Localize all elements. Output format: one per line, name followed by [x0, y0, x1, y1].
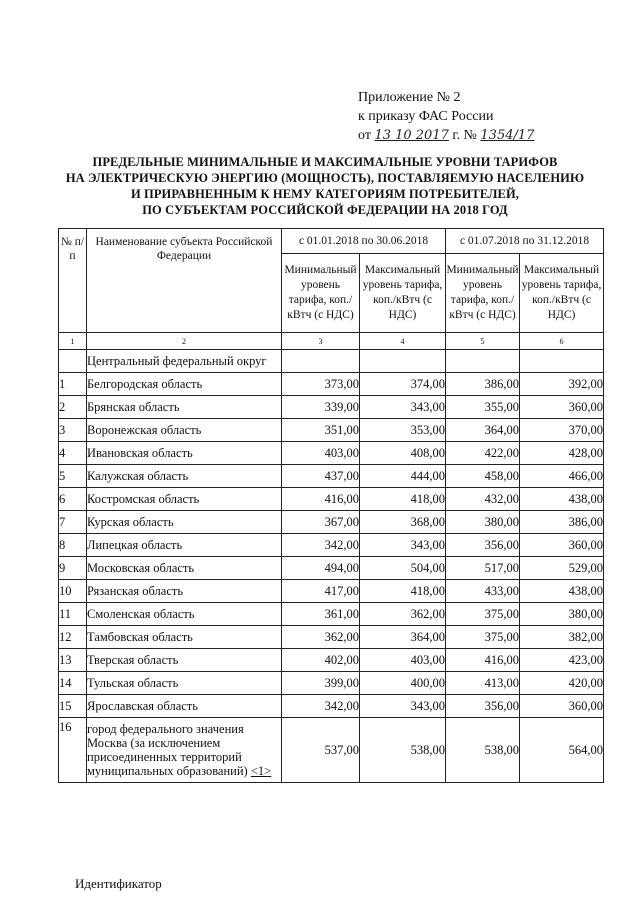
row-region: Курская область	[87, 511, 282, 534]
row-value: 403,00	[282, 442, 360, 465]
row-value: 423,00	[520, 649, 604, 672]
row-value: 342,00	[282, 534, 360, 557]
row-region: Воронежская область	[87, 419, 282, 442]
annex-date-handwritten: 13 10 2017	[374, 128, 449, 143]
row-value: 403,00	[360, 649, 446, 672]
row-value: 375,00	[446, 626, 520, 649]
row-num: 4	[59, 442, 87, 465]
row-value: 433,00	[446, 580, 520, 603]
table-row	[59, 396, 604, 419]
table-row	[59, 580, 604, 603]
annex-number-handwritten: 1354/17	[480, 128, 535, 143]
row-value: 355,00	[446, 396, 520, 419]
row-value: 438,00	[520, 580, 604, 603]
row-value: 392,00	[520, 373, 604, 396]
row-value: 399,00	[282, 672, 360, 695]
row-value: 438,00	[520, 488, 604, 511]
row-num: 14	[59, 672, 87, 695]
row-value: 400,00	[360, 672, 446, 695]
row-value: 538,00	[446, 718, 520, 783]
row-value: 402,00	[282, 649, 360, 672]
row-value: 537,00	[282, 718, 360, 783]
row-value: 420,00	[520, 672, 604, 695]
annex-from-label: от	[358, 128, 371, 143]
title-line-1: ПРЕДЕЛЬНЫЕ МИНИМАЛЬНЫЕ И МАКСИМАЛЬНЫЕ УРОВНИ ТАРИФОВ	[92, 155, 558, 169]
row-num: 13	[59, 649, 87, 672]
row-value: 373,00	[282, 373, 360, 396]
row-value: 458,00	[446, 465, 520, 488]
row-value: 494,00	[282, 557, 360, 580]
row-region: Рязанская область	[87, 580, 282, 603]
row-region: Тамбовская область	[87, 626, 282, 649]
title-line-4: ПО СУБЪЕКТАМ РОССИЙСКОЙ ФЕДЕРАЦИИ НА 2018 ГОД	[142, 203, 508, 217]
footnote-link[interactable]: <1>	[250, 764, 272, 778]
row-value: 418,00	[360, 580, 446, 603]
table-row-moscow	[59, 718, 604, 783]
row-value: 380,00	[446, 511, 520, 534]
annex-order-ref: к приказу ФАС России	[358, 109, 494, 124]
table-row	[59, 511, 604, 534]
header-min-1: Минимальный уровень тарифа, коп./кВтч (с НДС)	[282, 254, 360, 333]
colnum-2: 2	[87, 333, 282, 350]
row-value: 343,00	[360, 396, 446, 419]
row-value: 361,00	[282, 603, 360, 626]
row-value: 353,00	[360, 419, 446, 442]
row-value: 368,00	[360, 511, 446, 534]
row-value: 538,00	[360, 718, 446, 783]
table-body	[59, 373, 604, 718]
table-row	[59, 373, 604, 396]
row-num: 2	[59, 396, 87, 419]
moscow-region-name: город федерального значения Москва (за исключением присоединенных территорий муниципальных образований)	[87, 722, 248, 778]
table-row	[59, 626, 604, 649]
row-num: 12	[59, 626, 87, 649]
row-num: 1	[59, 373, 87, 396]
row-num: 6	[59, 488, 87, 511]
identifier-label: Идентификатор	[75, 876, 162, 891]
row-value: 362,00	[360, 603, 446, 626]
row-value: 360,00	[520, 396, 604, 419]
row-value: 517,00	[446, 557, 520, 580]
annex-date-line	[358, 126, 608, 145]
row-value: 364,00	[446, 419, 520, 442]
table-row	[59, 419, 604, 442]
section-row	[59, 350, 604, 373]
row-num: 8	[59, 534, 87, 557]
row-value: 504,00	[360, 557, 446, 580]
table-row	[59, 672, 604, 695]
row-value: 416,00	[282, 488, 360, 511]
row-region: Липецкая область	[87, 534, 282, 557]
row-value: 529,00	[520, 557, 604, 580]
row-value: 422,00	[446, 442, 520, 465]
row-region: Калужская область	[87, 465, 282, 488]
row-value: 339,00	[282, 396, 360, 419]
row-value: 343,00	[360, 695, 446, 718]
row-value: 367,00	[282, 511, 360, 534]
row-value: 375,00	[446, 603, 520, 626]
table-row	[59, 442, 604, 465]
row-value: 343,00	[360, 534, 446, 557]
row-value: 374,00	[360, 373, 446, 396]
row-value: 466,00	[520, 465, 604, 488]
row-value: 351,00	[282, 419, 360, 442]
table-row	[59, 603, 604, 626]
row-region: Смоленская область	[87, 603, 282, 626]
table-row	[59, 695, 604, 718]
table-row	[59, 557, 604, 580]
row-value: 360,00	[520, 695, 604, 718]
table-row	[59, 649, 604, 672]
annex-header	[358, 88, 608, 145]
row-num: 15	[59, 695, 87, 718]
header-name: Наименование субъекта Российской Федерации	[87, 229, 282, 333]
section-title: Центральный федеральный округ	[87, 350, 282, 373]
row-num: 9	[59, 557, 87, 580]
row-value: 356,00	[446, 534, 520, 557]
row-value: 416,00	[446, 649, 520, 672]
row-value: 342,00	[282, 695, 360, 718]
colnum-5: 5	[446, 333, 520, 350]
header-max-1: Максимальный уровень тарифа, коп./кВтч (с НДС)	[360, 254, 446, 333]
row-value: 380,00	[520, 603, 604, 626]
tariff-table	[58, 228, 604, 783]
row-num: 5	[59, 465, 87, 488]
row-value: 356,00	[446, 695, 520, 718]
title-line-2: НА ЭЛЕКТРИЧЕСКУЮ ЭНЕРГИЮ (МОЩНОСТЬ), ПОСТАВЛЯЕМУЮ НАСЕЛЕНИЮ	[65, 171, 585, 185]
row-region: Ярославская область	[87, 695, 282, 718]
colnum-6: 6	[520, 333, 604, 350]
annex-number-label: г. №	[452, 128, 477, 143]
colnum-4: 4	[360, 333, 446, 350]
row-region: Брянская область	[87, 396, 282, 419]
row-num: 11	[59, 603, 87, 626]
row-value: 444,00	[360, 465, 446, 488]
column-number-row	[59, 333, 604, 350]
row-num: 10	[59, 580, 87, 603]
header-num: № п/п	[59, 229, 87, 333]
row-value: 417,00	[282, 580, 360, 603]
header-min-2: Минимальный уровень тарифа, коп./кВтч (с НДС)	[446, 254, 520, 333]
colnum-1: 1	[59, 333, 87, 350]
colnum-3: 3	[282, 333, 360, 350]
document-title	[40, 154, 610, 218]
row-region: Тульская область	[87, 672, 282, 695]
row-value: 362,00	[282, 626, 360, 649]
table-row	[59, 465, 604, 488]
row-region: Белгородская область	[87, 373, 282, 396]
row-region: Московская область	[87, 557, 282, 580]
row-value: 418,00	[360, 488, 446, 511]
row-value: 413,00	[446, 672, 520, 695]
row-value: 386,00	[446, 373, 520, 396]
row-value: 432,00	[446, 488, 520, 511]
row-num: 7	[59, 511, 87, 534]
title-line-3: И ПРИРАВНЕННЫМ К НЕМУ КАТЕГОРИЯМ ПОТРЕБИТЕЛЕЙ,	[130, 187, 520, 201]
row-num: 16	[59, 718, 87, 783]
header-max-2: Максимальный уровень тарифа, коп./кВтч (с НДС)	[520, 254, 604, 333]
row-region: Ивановская область	[87, 442, 282, 465]
row-region: Тверская область	[87, 649, 282, 672]
row-region: Костромская область	[87, 488, 282, 511]
row-value: 428,00	[520, 442, 604, 465]
row-value: 564,00	[520, 718, 604, 783]
row-value: 437,00	[282, 465, 360, 488]
table-row	[59, 488, 604, 511]
header-period-1: с 01.01.2018 по 30.06.2018	[282, 229, 446, 254]
row-value: 370,00	[520, 419, 604, 442]
row-num: 3	[59, 419, 87, 442]
row-value: 360,00	[520, 534, 604, 557]
row-value: 364,00	[360, 626, 446, 649]
row-value: 386,00	[520, 511, 604, 534]
row-value: 382,00	[520, 626, 604, 649]
table-header-row	[59, 229, 604, 254]
row-region	[87, 718, 282, 783]
header-period-2: с 01.07.2018 по 31.12.2018	[446, 229, 604, 254]
table-row	[59, 534, 604, 557]
annex-title: Приложение № 2	[358, 90, 461, 105]
row-value: 408,00	[360, 442, 446, 465]
